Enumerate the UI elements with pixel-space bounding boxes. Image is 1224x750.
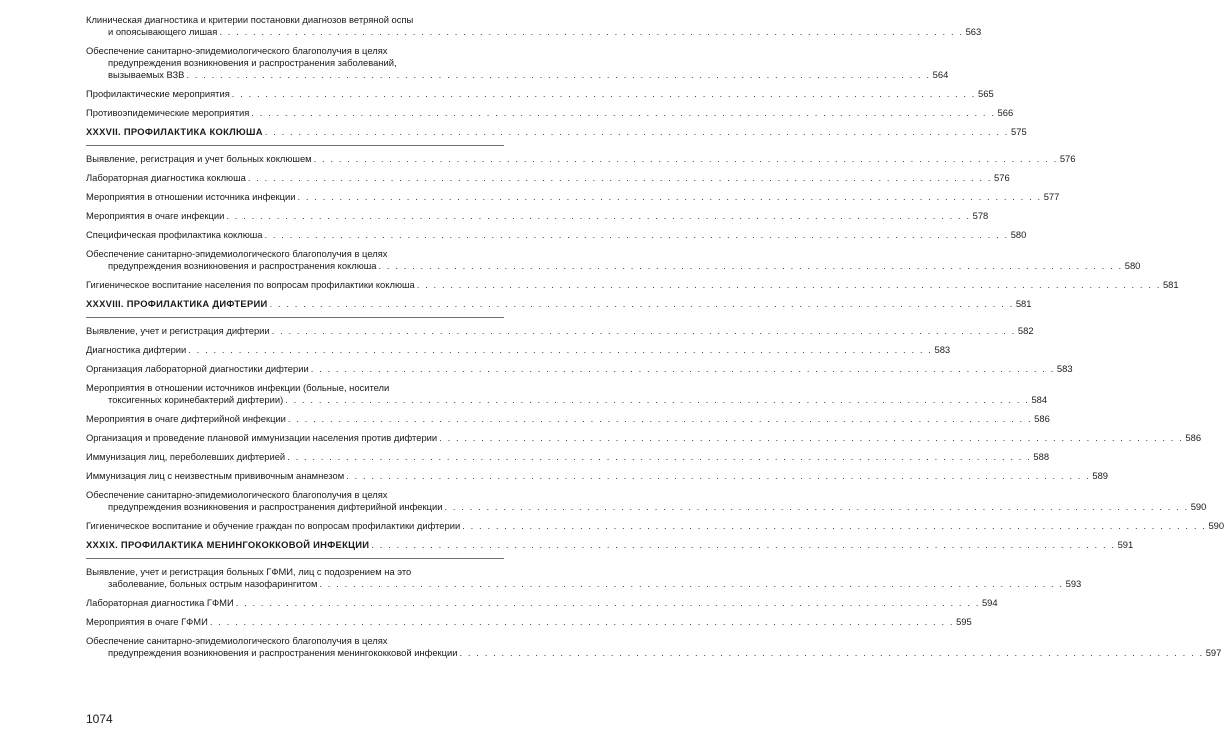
dot-leader: . . . . . . . . . . . . . . . . . . . . . . . . . . . . . . . . . . . . . . . . . . . . . . . . . . . . . . . . . . . . . . . . . . . . . . . . . . . . . . . . . . . . . . . . . — [264, 126, 1010, 137]
toc-page-number: 597 — [1205, 647, 1222, 658]
toc-entry-text: Мероприятия в отношении источника инфекции — [86, 191, 296, 202]
section-divider — [86, 558, 504, 559]
toc-entry-line — [86, 520, 1224, 532]
toc-entry — [86, 344, 951, 356]
toc-entry-text: Обеспечение санитарно-эпидемиологического благополучия в целях — [86, 635, 388, 646]
toc-entry-line — [86, 566, 504, 578]
toc-page-number: 581 — [1162, 279, 1179, 290]
toc-entry-line — [86, 325, 1034, 337]
toc-entry — [86, 520, 1224, 532]
dot-leader: . . . . . . . . . . . . . . . . . . . . . . . . . . . . . . . . . . . . . . . . . . . . . . . . . . . . . . . . . . . . . . . . . . . . . . . . . . . . . . . . . . . . . . . . . — [271, 325, 1016, 336]
dot-leader: . . . . . . . . . . . . . . . . . . . . . . . . . . . . . . . . . . . . . . . . . . . . . . . . . . . . . . . . . . . . . . . . . . . . . . . . . . . . . . . . . . . . . . . . . — [439, 432, 1184, 443]
toc-entry-text: Профилактические мероприятия — [86, 88, 230, 99]
toc-page-number: 588 — [1033, 451, 1050, 462]
dot-leader: . . . . . . . . . . . . . . . . . . . . . . . . . . . . . . . . . . . . . . . . . . . . . . . . . . . . . . . . . . . . . . . . . . . . . . . . . . . . . . . . . . . . . . . . . — [310, 363, 1055, 374]
toc-entry-text: Мероприятия в очаге инфекции — [86, 210, 225, 221]
toc-entry — [86, 279, 1179, 291]
toc-entry-text: Гигиеническое воспитание и обучение граждан по вопросам профилактики дифтерии — [86, 520, 461, 531]
section-divider — [86, 317, 504, 318]
toc-entry — [86, 248, 1141, 272]
toc-entry-line — [86, 45, 504, 57]
toc-entry — [86, 229, 1027, 241]
toc-entry-text: Лабораторная диагностика коклюша — [86, 172, 246, 183]
dot-leader: . . . . . . . . . . . . . . . . . . . . . . . . . . . . . . . . . . . . . . . . . . . . . . . . . . . . . . . . . . . . . . . . . . . . . . . . . . . . . . . . . . . . . . . . . — [235, 597, 980, 608]
dot-leader: . . . . . . . . . . . . . . . . . . . . . . . . . . . . . . . . . . . . . . . . . . . . . . . . . . . . . . . . . . . . . . . . . . . . . . . . . . . . . . . . . . . . . . . . . — [231, 88, 977, 99]
toc-entry-text: Мероприятия в очаге ГФМИ — [86, 616, 208, 627]
dot-leader: . . . . . . . . . . . . . . . . . . . . . . . . . . . . . . . . . . . . . . . . . . . . . . . . . . . . . . . . . . . . . . . . . . . . . . . . . . . . . . . . . . . . . . . . . — [297, 191, 1042, 202]
toc-page-number: 576 — [994, 172, 1010, 183]
table-of-contents — [86, 14, 1224, 659]
toc-entry-line — [86, 647, 1222, 659]
toc-entry-line — [86, 69, 949, 81]
toc-entry-line — [86, 635, 504, 647]
toc-entry — [86, 191, 1060, 203]
toc-entry-line — [86, 501, 1207, 513]
toc-entry-line — [86, 57, 504, 69]
dot-leader: . . . . . . . . . . . . . . . . . . . . . . . . . . . . . . . . . . . . . . . . . . . . . . . . . . . . . . . . . . . . . . . . . . . . . . . . . . . . . . . . . . . . . . . . . — [264, 229, 1009, 240]
toc-page-number: 564 — [932, 69, 949, 80]
dot-leader: . . . . . . . . . . . . . . . . . . . . . . . . . . . . . . . . . . . . . . . . . . . . . . . . . . . . . . . . . . . . . . . . . . . . . . . . . . . . . . . . . . . . . . . . . — [444, 501, 1189, 512]
toc-entry-text: Организация лабораторной диагностики дифтерии — [86, 363, 309, 374]
toc-page-number: 590 — [1190, 501, 1207, 512]
dot-leader: . . . . . . . . . . . . . . . . . . . . . . . . . . . . . . . . . . . . . . . . . . . . . . . . . . . . . . . . . . . . . . . . . . . . . . . . . . . . . . . . . . . . . . . . . — [186, 69, 931, 80]
toc-entry-text: Мероприятия в отношении источников инфекции (больные, носители — [86, 382, 390, 393]
toc-entry-text: Выявление, учет и регистрация больных ГФМИ, лиц с подозрением на это — [86, 566, 412, 577]
toc-entry — [86, 14, 982, 38]
toc-entry-text: вызываемых ВЗВ — [108, 69, 185, 80]
toc-entry — [86, 597, 998, 609]
toc-entry-text: XXXVIII. ПРОФИЛАКТИКА ДИФТЕРИИ — [86, 298, 268, 309]
toc-entry — [86, 635, 1222, 659]
toc-page-number: 566 — [997, 107, 1014, 118]
toc-entry-text: Организация и проведение плановой иммунизации населения против дифтерии — [86, 432, 438, 443]
toc-entry-line — [86, 279, 1179, 291]
dot-leader: . . . . . . . . . . . . . . . . . . . . . . . . . . . . . . . . . . . . . . . . . . . . . . . . . . . . . . . . . . . . . . . . . . . . . . . . . . . . . . . . . . . . . . . . . — [269, 298, 1014, 309]
toc-entry-line — [86, 597, 998, 609]
toc-entry — [86, 172, 1010, 184]
toc-entry-line — [86, 172, 1010, 184]
toc-entry-text: Выявление, учет и регистрация дифтерии — [86, 325, 270, 336]
toc-entry — [86, 470, 1109, 482]
dot-leader: . . . . . . . . . . . . . . . . . . . . . . . . . . . . . . . . . . . . . . . . . . . . . . . . . . . . . . . . . . . . . . . . . . . . . . . . . . . . . . . . . . . . . . . . . — [188, 344, 933, 355]
toc-entry-text: Обеспечение санитарно-эпидемиологического благополучия в целях — [86, 248, 388, 259]
toc-page-number: 583 — [1056, 363, 1073, 374]
toc-entry — [86, 489, 1207, 513]
toc-page-number: 590 — [1208, 520, 1224, 531]
toc-entry-line — [86, 191, 1060, 203]
toc-entry-text: заболевание, больных острым назофарингитом — [108, 578, 318, 589]
dot-leader: . . . . . . . . . . . . . . . . . . . . . . . . . . . . . . . . . . . . . . . . . . . . . . . . . . . . . . . . . . . . . . . . . . . . . . . . . . . . . . . . . . . . . . . . . — [416, 279, 1161, 290]
toc-entry-text: Обеспечение санитарно-эпидемиологического благополучия в целях — [86, 489, 388, 500]
toc-entry-line — [86, 229, 1027, 241]
toc-entry-line — [86, 451, 1050, 463]
toc-entry-text: Выявление, регистрация и учет больных коклюшем — [86, 153, 312, 164]
dot-leader: . . . . . . . . . . . . . . . . . . . . . . . . . . . . . . . . . . . . . . . . . . . . . . . . . . . . . . . . . . . . . . . . . . . . . . . . . . . . . . . . . . . . . . . . . — [462, 520, 1207, 531]
toc-entry-text: Обеспечение санитарно-эпидемиологического благополучия в целях — [86, 45, 388, 56]
toc-entry-text: XXXVII. ПРОФИЛАКТИКА КОКЛЮША — [86, 126, 263, 137]
toc-section-heading — [86, 126, 1027, 138]
toc-entry-text: и опоясывающего лишая — [108, 26, 218, 37]
toc-page-number: 577 — [1043, 191, 1060, 202]
dot-leader: . . . . . . . . . . . . . . . . . . . . . . . . . . . . . . . . . . . . . . . . . . . . . . . . . . . . . . . . . . . . . . . . . . . . . . . . . . . . . . . . . . . . . . . . . — [371, 539, 1116, 550]
toc-page-number: 580 — [1124, 260, 1141, 271]
toc-page-number: 576 — [1059, 153, 1076, 164]
toc-entry — [86, 153, 1076, 165]
dot-leader: . . . . . . . . . . . . . . . . . . . . . . . . . . . . . . . . . . . . . . . . . . . . . . . . . . . . . . . . . . . . . . . . . . . . . . . . . . . . . . . . . . . . . . . . . — [459, 647, 1204, 658]
toc-entry-line — [86, 470, 1109, 482]
toc-entry — [86, 451, 1050, 463]
toc-entry-line — [86, 248, 504, 260]
toc-entry-text: Иммунизация лиц с неизвестным прививочным анамнезом — [86, 470, 345, 481]
toc-entry — [86, 382, 1048, 406]
dot-leader: . . . . . . . . . . . . . . . . . . . . . . . . . . . . . . . . . . . . . . . . . . . . . . . . . . . . . . . . . . . . . . . . . . . . . . . . . . . . . . . . . . . . . . . . . — [313, 153, 1058, 164]
section-divider — [86, 145, 504, 146]
toc-entry-text: Лабораторная диагностика ГФМИ — [86, 597, 234, 608]
toc-page-number: 591 — [1117, 539, 1134, 550]
toc-entry-line — [86, 413, 1050, 425]
toc-entry-line — [86, 394, 1048, 406]
toc-page-number: 563 — [965, 26, 982, 37]
toc-entry-line — [86, 616, 972, 628]
toc-entry-text: Диагностика дифтерии — [86, 344, 187, 355]
toc-entry — [86, 107, 1014, 119]
toc-entry-text: предупреждения возникновения и распространения заболеваний, — [108, 57, 397, 68]
toc-entry-text: Специфическая профилактика коклюша — [86, 229, 263, 240]
dot-leader: . . . . . . . . . . . . . . . . . . . . . . . . . . . . . . . . . . . . . . . . . . . . . . . . . . . . . . . . . . . . . . . . . . . . . . . . . . . . . . . . . . . . . . . . . — [251, 107, 996, 118]
dot-leader: . . . . . . . . . . . . . . . . . . . . . . . . . . . . . . . . . . . . . . . . . . . . . . . . . . . . . . . . . . . . . . . . . . . . . . . . . . . . . . . . . . . . . . . . . — [378, 260, 1123, 271]
toc-entry — [86, 616, 972, 628]
toc-entry — [86, 566, 1082, 590]
toc-entry-line — [86, 489, 504, 501]
toc-page-number: 593 — [1065, 578, 1082, 589]
toc-page-number: 583 — [934, 344, 951, 355]
toc-entry-line — [86, 14, 504, 26]
toc-entry — [86, 325, 1034, 337]
toc-entry — [86, 413, 1050, 425]
toc-page-number: 586 — [1034, 413, 1050, 424]
dot-leader: . . . . . . . . . . . . . . . . . . . . . . . . . . . . . . . . . . . . . . . . . . . . . . . . . . . . . . . . . . . . . . . . . . . . . . . . . . . . . . . . . . . . . . . . . — [319, 578, 1064, 589]
dot-leader: . . . . . . . . . . . . . . . . . . . . . . . . . . . . . . . . . . . . . . . . . . . . . . . . . . . . . . . . . . . . . . . . . . . . . . . . . . . . . . . . . . . . . . . . . — [219, 26, 964, 37]
toc-entry — [86, 45, 949, 81]
toc-entry-line — [86, 26, 982, 38]
dot-leader: . . . . . . . . . . . . . . . . . . . . . . . . . . . . . . . . . . . . . . . . . . . . . . . . . . . . . . . . . . . . . . . . . . . . . . . . . . . . . . . . . . . . . . . . . — [209, 616, 955, 627]
toc-page-number: 589 — [1092, 470, 1109, 481]
toc-entry-text: Гигиеническое воспитание населения по вопросам профилактики коклюша — [86, 279, 415, 290]
toc-entry-line — [86, 153, 1076, 165]
toc-entry-line — [86, 260, 1141, 272]
toc-entry — [86, 210, 989, 222]
toc-section-heading — [86, 539, 1134, 551]
toc-page-number: 565 — [978, 88, 994, 99]
toc-entry-line — [86, 344, 951, 356]
toc-entry-line — [86, 210, 989, 222]
toc-entry-line — [86, 539, 1134, 551]
toc-entry-text: предупреждения возникновения и распространения коклюша — [108, 260, 377, 271]
toc-entry — [86, 363, 1073, 375]
dot-leader: . . . . . . . . . . . . . . . . . . . . . . . . . . . . . . . . . . . . . . . . . . . . . . . . . . . . . . . . . . . . . . . . . . . . . . . . . . . . . . . . . . . . . . . . . — [287, 413, 1033, 424]
toc-entry — [86, 432, 1202, 444]
toc-page-number: 578 — [972, 210, 989, 221]
toc-entry-text: XXXIX. ПРОФИЛАКТИКА МЕНИНГОКОККОВОЙ ИНФЕКЦИИ — [86, 539, 370, 550]
dot-leader: . . . . . . . . . . . . . . . . . . . . . . . . . . . . . . . . . . . . . . . . . . . . . . . . . . . . . . . . . . . . . . . . . . . . . . . . . . . . . . . . . . . . . . . . . — [346, 470, 1091, 481]
toc-entry-line — [86, 578, 1082, 590]
dot-leader: . . . . . . . . . . . . . . . . . . . . . . . . . . . . . . . . . . . . . . . . . . . . . . . . . . . . . . . . . . . . . . . . . . . . . . . . . . . . . . . . . . . . . . . . . — [285, 394, 1030, 405]
toc-page-number: 580 — [1010, 229, 1027, 240]
page-number: 1074 — [86, 712, 113, 726]
dot-leader: . . . . . . . . . . . . . . . . . . . . . . . . . . . . . . . . . . . . . . . . . . . . . . . . . . . . . . . . . . . . . . . . . . . . . . . . . . . . . . . . . . . . . . . . . — [287, 451, 1032, 462]
toc-entry-line — [86, 382, 504, 394]
toc-entry-text: предупреждения возникновения и распространения дифтерийной инфекции — [108, 501, 443, 512]
toc-entry-line — [86, 126, 1027, 138]
toc-page-number: 581 — [1015, 298, 1032, 309]
toc-page-number: 584 — [1031, 394, 1048, 405]
toc-entry-text: токсигенных коринебактерий дифтерии) — [108, 394, 284, 405]
toc-entry-text: Иммунизация лиц, переболевших дифтерией — [86, 451, 286, 462]
toc-page-number: 575 — [1011, 126, 1027, 137]
toc-page-number: 586 — [1185, 432, 1202, 443]
toc-section-heading — [86, 298, 1032, 310]
toc-page-number: 595 — [956, 616, 972, 627]
toc-entry — [86, 88, 994, 100]
toc-entry-text: Противоэпидемические мероприятия — [86, 107, 250, 118]
toc-page-number: 594 — [981, 597, 998, 608]
toc-entry-line — [86, 298, 1032, 310]
toc-page-number: 582 — [1017, 325, 1034, 336]
dot-leader: . . . . . . . . . . . . . . . . . . . . . . . . . . . . . . . . . . . . . . . . . . . . . . . . . . . . . . . . . . . . . . . . . . . . . . . . . . . . . . . . . . . . . . . . . — [247, 172, 993, 183]
toc-entry-text: Мероприятия в очаге дифтерийной инфекции — [86, 413, 286, 424]
dot-leader: . . . . . . . . . . . . . . . . . . . . . . . . . . . . . . . . . . . . . . . . . . . . . . . . . . . . . . . . . . . . . . . . . . . . . . . . . . . . . . . . . . . . . . . . . — [226, 210, 971, 221]
toc-entry-line — [86, 88, 994, 100]
toc-entry-line — [86, 107, 1014, 119]
toc-entry-text: Клиническая диагностика и критерии постановки диагнозов ветряной оспы — [86, 14, 414, 25]
toc-entry-text: предупреждения возникновения и распространения менингококковой инфекции — [108, 647, 458, 658]
toc-entry-line — [86, 363, 1073, 375]
toc-entry-line — [86, 432, 1202, 444]
